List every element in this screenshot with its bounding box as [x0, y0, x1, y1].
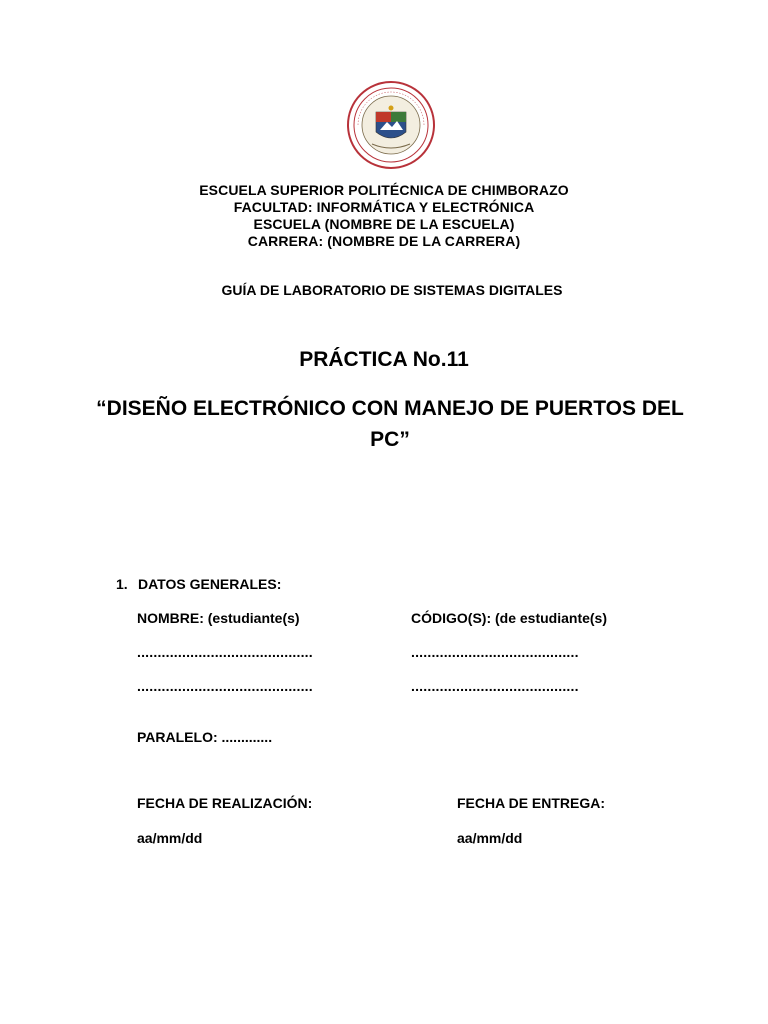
date-done-label: FECHA DE REALIZACIÓN:	[137, 795, 313, 811]
name-line-1[interactable]: ...........................................	[137, 644, 313, 660]
practice-number: PRÁCTICA No.11	[299, 348, 469, 371]
name-label: NOMBRE: (estudiante(s)	[137, 610, 300, 626]
school-name: ESCUELA (NOMBRE DE LA ESCUELA)	[253, 216, 515, 232]
code-line-1[interactable]: .........................................	[411, 644, 579, 660]
section-number: 1.	[116, 576, 128, 592]
date-due-label: FECHA DE ENTREGA:	[457, 795, 606, 811]
guide-title: GUÍA DE LABORATORIO DE SISTEMAS DIGITALES	[221, 282, 563, 298]
name-line-2[interactable]: ...........................................	[137, 678, 313, 694]
code-line-2[interactable]: .........................................	[411, 678, 579, 694]
section-title: DATOS GENERALES:	[138, 576, 282, 592]
general-data-heading	[116, 576, 281, 592]
parallel-field[interactable]: PARALELO: .............	[137, 729, 273, 745]
university-seal-icon	[346, 80, 436, 170]
faculty-name: FACULTAD: INFORMÁTICA Y ELECTRÓNICA	[233, 199, 535, 215]
career-name: CARRERA: (NOMBRE DE LA CARRERA)	[247, 233, 521, 249]
date-done-value[interactable]: aa/mm/dd	[137, 830, 203, 846]
code-label: CÓDIGO(S): (de estudiante(s)	[411, 610, 608, 626]
institution-header	[0, 182, 768, 250]
practice-title: “DISEÑO ELECTRÓNICO CON MANEJO DE PUERTOS DEL PC”	[96, 397, 684, 451]
institution-name: ESCUELA SUPERIOR POLITÉCNICA DE CHIMBORAZO	[199, 182, 569, 198]
date-due-value[interactable]: aa/mm/dd	[457, 830, 523, 846]
